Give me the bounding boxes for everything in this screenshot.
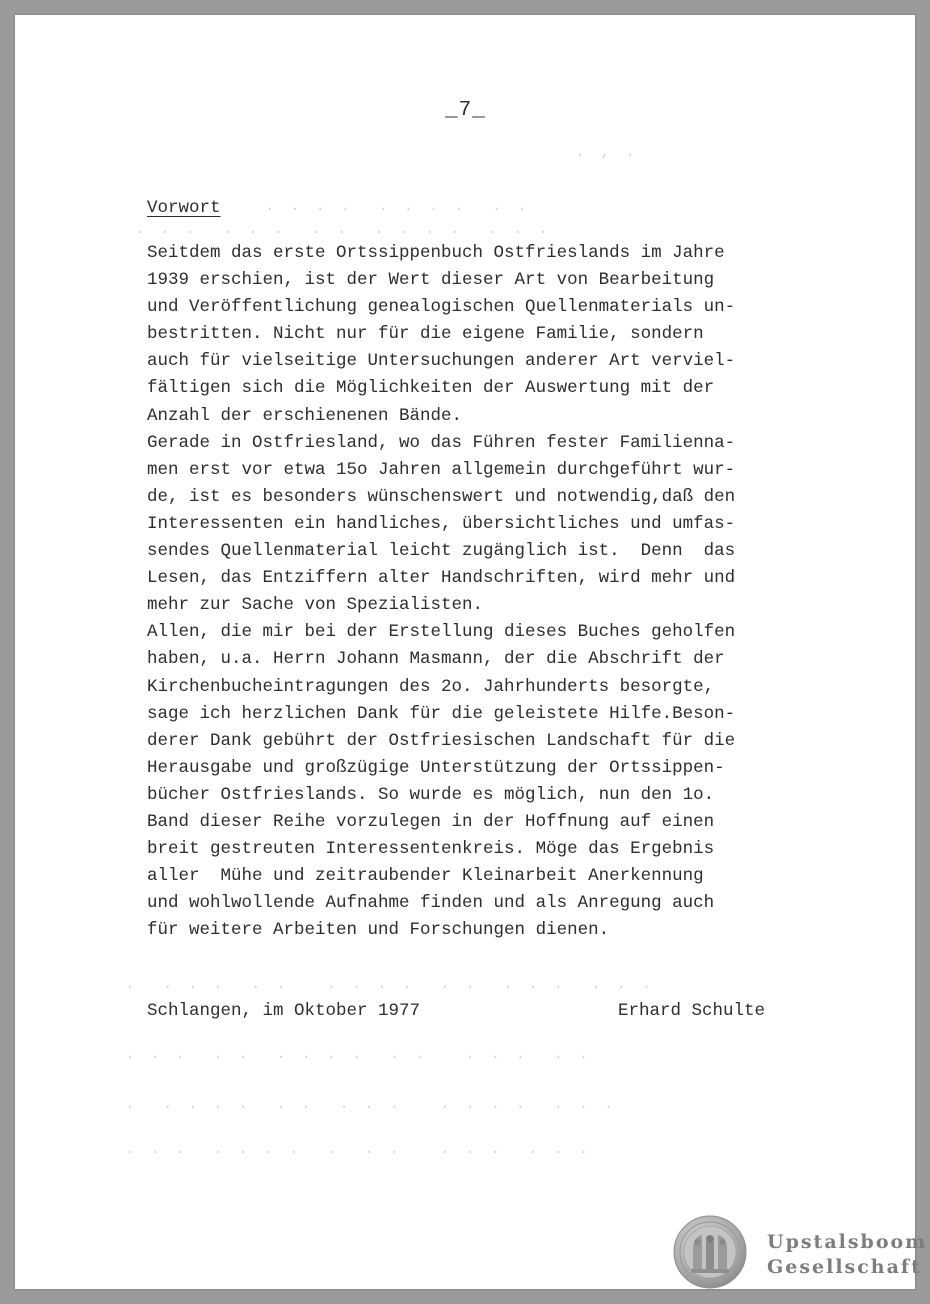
text-line: bücher Ostfrieslands. So wurde es möglich, nun den 1o.	[147, 784, 715, 805]
document-page	[15, 15, 928, 1289]
bleed-through-mark: . . . . . . . . . . . . . . . . . .	[125, 975, 655, 993]
text-line: sendes Quellenmaterial leicht zugänglich ist. Denn das	[147, 541, 736, 562]
text-line: Seitdem das erste Ortssippenbuch Ostfrieslands im Jahre	[147, 243, 725, 263]
foreword-body	[147, 240, 787, 944]
text-line: mehr zur Sache von Spezialisten.	[147, 595, 484, 616]
bleed-through-mark: . , .	[575, 143, 639, 161]
text-line: fältigen sich die Möglichkeiten der Auswertung mit der	[147, 378, 715, 399]
bleed-through-mark: . . . . . . . . . . . . . . . .	[125, 1045, 592, 1063]
text-line: für weitere Arbeiten und Forschungen dienen.	[147, 920, 610, 941]
text-line: Anzahl der erschienenen Bände.	[147, 405, 463, 426]
bleed-through-mark: . . . . . . . . . . . . . . .	[135, 220, 551, 238]
text-line: breit gestreuten Interessentenkreis. Möge das Ergebnis	[147, 839, 715, 860]
text-line: sage ich herzlichen Dank für die geleistete Hilfe.Beson-	[147, 703, 736, 724]
text-line: auch für vielseitige Untersuchungen anderer Art verviel-	[147, 351, 736, 372]
text-line: und Veröffentlichung genealogischen Quellenmaterials un-	[147, 297, 736, 318]
text-line: men erst vor etwa 15o Jahren allgemein durchgeführt wur-	[147, 459, 736, 480]
page-number: _7_	[445, 99, 486, 122]
seal-icon	[673, 1215, 747, 1289]
society-name-line1: Upstalsboom	[767, 1231, 928, 1253]
text-line: Kirchenbucheintragungen des 2o. Jahrhunderts besorgte,	[147, 676, 715, 697]
text-line: Lesen, das Entziffern alter Handschriften, wird mehr und	[147, 568, 736, 589]
bleed-through-mark: . . . . . . . . . . . . . . . . .	[125, 1095, 617, 1113]
text-line: und wohlwollende Aufnahme finden und als Anregung auch	[147, 893, 715, 914]
text-line: Herausgabe und großzügige Unterstützung der Ortssippen-	[147, 757, 725, 778]
text-line: de, ist es besonders wünschenswert und notwendig,daß den	[147, 486, 736, 507]
text-line: haben, u.a. Herrn Johann Masmann, der die Abschrift der	[147, 649, 725, 670]
text-line: aller Mühe und zeitraubender Kleinarbeit Anerkennung	[147, 866, 704, 887]
place-date: Schlangen, im Oktober 1977	[147, 1001, 421, 1021]
signature: Erhard Schulte	[618, 1001, 766, 1021]
society-name-line2: Gesellschaft	[767, 1256, 922, 1278]
heading-vorwort: Vorwort	[147, 198, 221, 218]
text-line: bestritten. Nicht nur für die eigene Familie, sondern	[147, 324, 704, 345]
text-line: 1939 erschien, ist der Wert dieser Art von Bearbeitung	[147, 270, 715, 291]
text-line: Band dieser Reihe vorzulegen in der Hoffnung auf einen	[147, 811, 715, 832]
society-logo-text	[767, 1230, 927, 1280]
text-line: Gerade in Ostfriesland, wo das Führen fester Familienna-	[147, 432, 736, 453]
text-line: Interessenten ein handliches, übersichtliches und umfas-	[147, 513, 736, 534]
text-line: Allen, die mir bei der Erstellung dieses Buches geholfen	[147, 622, 736, 643]
text-line: derer Dank gebührt der Ostfriesischen Landschaft für die	[147, 730, 736, 751]
bleed-through-mark: . . . . . . . . . . . . . . . .	[125, 1140, 592, 1158]
bleed-through-mark: . . . . . . . . . .	[265, 197, 530, 215]
